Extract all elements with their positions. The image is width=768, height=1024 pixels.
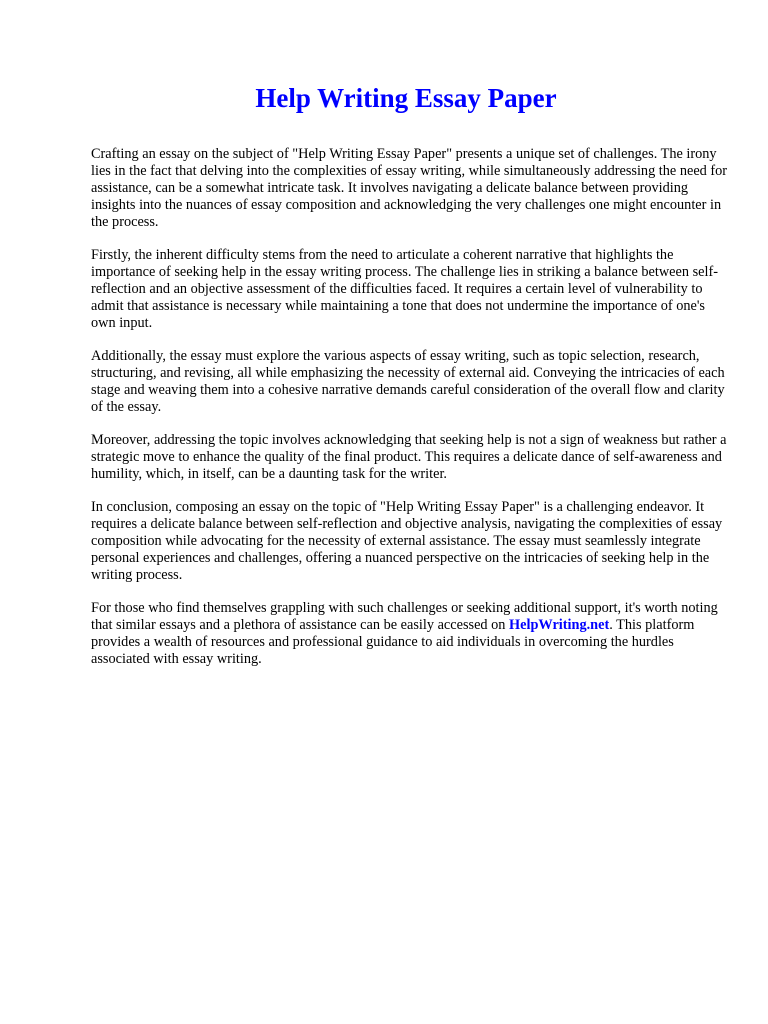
helpwriting-link[interactable]: HelpWriting.net (509, 617, 610, 633)
paragraph-6-text-before-link: For those who find themselves grappling with such challenges or seeking additional support, it's worth noting that similar essays and a plethora of assistance can be easily accessed on (91, 600, 718, 633)
paragraph-6-text-after-link: . This platform provides a wealth of resources and professional guidance to aid individuals in overcoming the hurdles associated with essay writing. (91, 617, 695, 667)
paragraph-2: Firstly, the inherent difficulty stems from the need to articulate a coherent narrative that highlights the importance of seeking help in the essay writing process. The challenge lies in striking a balance between self-reflection and an objective assessment of the difficulties faced. It requires a certain level of vulnerability to admit that assistance is necessary while maintaining a tone that does not undermine the importance of one's own input. (91, 247, 719, 331)
document-title: Help Writing Essay Paper (255, 83, 557, 113)
paragraph-4: Moreover, addressing the topic involves acknowledging that seeking help is not a sign of weakness but rather a strategic move to enhance the quality of the final product. This requires a delicate dance of self-awareness and humility, which, in itself, can be a daunting task for the writer. (91, 432, 727, 482)
paragraph-5: In conclusion, composing an essay on the topic of "Help Writing Essay Paper" is a challenging endeavor. It requires a delicate balance between self-reflection and objective analysis, navigating the complexities of essay composition while advocating for the necessity of external assistance. The essay must seamlessly integrate personal experiences and challenges, offering a nuanced perspective on the intricacies of seeking help in the writing process. (91, 499, 723, 583)
paragraph-1: Crafting an essay on the subject of "Help Writing Essay Paper" presents a unique set of challenges. The irony lies in the fact that delving into the complexities of essay writing, while simultaneously addressing the need for assistance, can be a somewhat intricate task. It involves navigating a delicate balance between providing insights into the nuances of essay composition and acknowledging the very challenges one might encounter in the process. (91, 146, 728, 230)
paragraph-6 (91, 600, 731, 668)
paragraph-3: Additionally, the essay must explore the various aspects of essay writing, such as topic selection, research, structuring, and revising, all while emphasizing the necessity of external aid. Conveying the intricacies of each stage and weaving them into a cohesive narrative demands careful consideration of the overall flow and clarity of the essay. (91, 348, 725, 415)
document-body (91, 146, 731, 684)
